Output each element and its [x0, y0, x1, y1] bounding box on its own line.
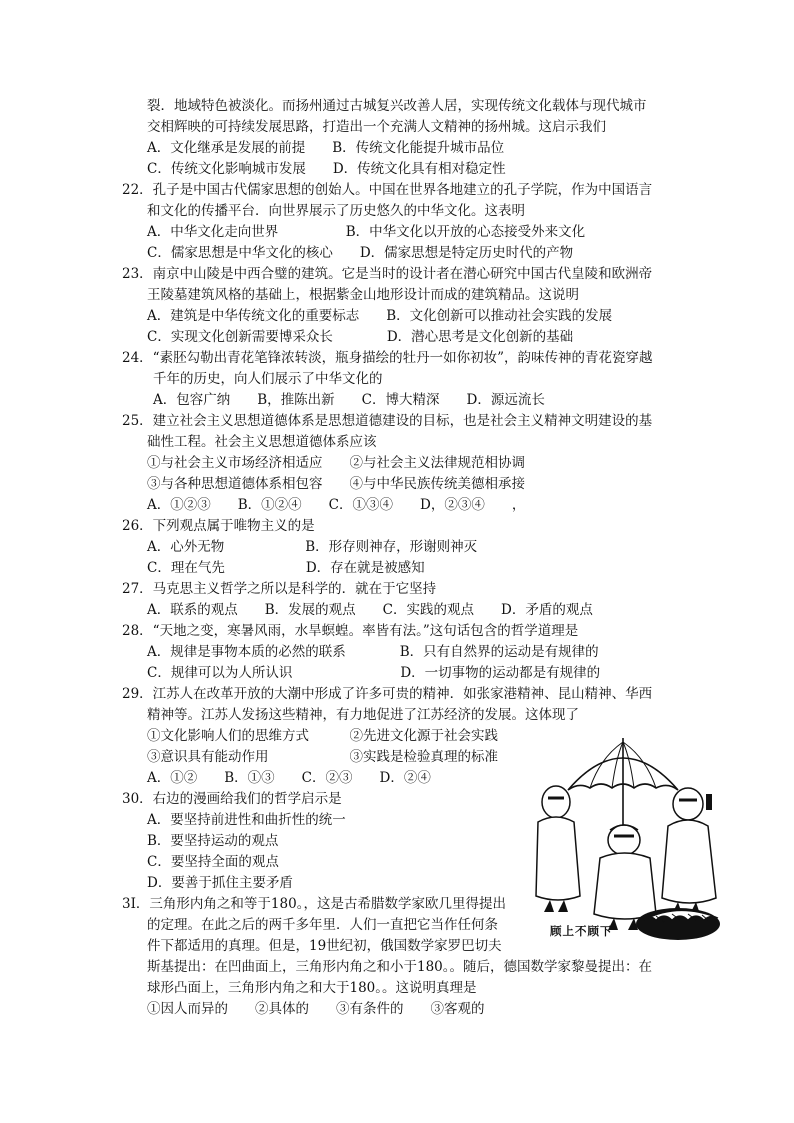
option-line: A．建筑是中华传统文化的重要标志 B．文化创新可以推动社会实践的发展 [147, 308, 613, 324]
option-line: A．①②③ B．①②④ C．①③④ D，②③④ ， [147, 497, 526, 513]
question-24: 24．“素胚勾勒出青花笔锋浓转淡，瓶身描绘的牡丹一如你初妆”，韵味传神的青花瓷穿越 [122, 350, 653, 366]
text-line: 王陵墓建筑风格的基础上，根据紫金山地形设计而成的建筑精品。这说明 [147, 287, 579, 303]
option-line: A．心外无物 B．形存则神存，形谢则神灭 [147, 539, 478, 555]
option-line: A．文化继承是发展的前提 B．传统文化能提升城市品位 [147, 140, 505, 156]
text-line: 千年的历史，向人们展示了中华文化的 [153, 371, 383, 387]
cartoon-illustration [528, 728, 760, 944]
question-30: 30．右边的漫画给我们的哲学启示是 [122, 791, 342, 807]
text-line: 裂．地域特色被淡化。而扬州通过古城复兴改善人居，实现传统文化载体与现代城市 [147, 98, 647, 114]
text-line: 精神等。江苏人发扬这些精神，有力地促进了江苏经济的发展。这体现了 [147, 707, 579, 723]
question-28: 28．“天地之变，寒暑风雨，水旱螟蝗。率皆有法。”这句话包含的哲学道理是 [122, 623, 579, 639]
option-line: A．①② B．①③ C．②③ D．②④ [147, 770, 431, 786]
option-line: A．包容广纳 B，推陈出新 C．博大精深 D．源远流长 [153, 392, 545, 408]
option-line: C．实现文化创新需要博采众长 D．潜心思考是文化创新的基础 [147, 329, 574, 345]
option-line: C．理在气先 D．存在就是被感知 [147, 560, 425, 576]
option-line: A．规律是事物本质的必然的联系 B．只有自然界的运动是有规律的 [147, 644, 599, 660]
text-line: 球形凸面上，三角形内角之和大于180。。这说明真理是 [147, 980, 477, 996]
question-29: 29．江苏人在改革开放的大潮中形成了许多可贵的精神．如张家港精神、昆山精神、华西 [122, 686, 653, 702]
question-26: 26．下列观点属于唯物主义的是 [122, 518, 315, 534]
option-line: C．要坚持全面的观点 [147, 854, 279, 870]
text-line: 础性工程。社会主义思想道德体系应该 [147, 434, 377, 450]
option-line: C．规律可以为人所认识 D．一切事物的运动都是有规律的 [147, 665, 601, 681]
statement-line: ③与各种思想道德体系相包容 ④与中华民族传统美德相承接 [147, 476, 525, 492]
statement-line: ①与社会主义市场经济相适应 ②与社会主义法律规范相协调 [147, 455, 525, 471]
question-23: 23．南京中山陵是中西合璧的建筑。它是当时的设计者在潜心研究中国古代皇陵和欧洲帝 [122, 266, 653, 282]
question-31: 3I．三角形内角之和等于180。，这是古希腊数学家欧几里得提出 [122, 896, 506, 912]
option-line: A．要坚持前进性和曲折性的统一 [147, 812, 346, 828]
text-line: 交相辉映的可持续发展思路，打造出一个充满人文精神的扬州城。这启示我们 [147, 119, 606, 135]
question-25: 25．建立社会主义思想道德体系是思想道德建设的目标，也是社会主义精神文明建设的基 [122, 413, 653, 429]
cartoon-caption: 顾上不顾下 [550, 924, 613, 938]
text-line: 和文化的传播平台．向世界展示了历史悠久的中华文化。这表明 [147, 203, 525, 219]
question-27: 27．马克思主义哲学之所以是科学的．就在于它坚持 [122, 581, 437, 597]
option-line: D．要善于抓住主要矛盾 [147, 875, 293, 891]
statement-line: ①因人而异的 ②具体的 ③有条件的 ③客观的 [147, 1001, 485, 1017]
question-22: 22．孔子是中国古代儒家思想的创始人。中国在世界各地建立的孔子学院，作为中国语言 [122, 182, 653, 198]
text-line: 斯基提出：在凹曲面上，三角形内角之和小于180。。随后，德国数学家黎曼提出：在 [147, 959, 653, 975]
text-line: 的定理。在此之后的两千多年里．人们一直把它当作任何条 [147, 917, 498, 933]
text-line: 件下都适用的真理。但是，19世纪初，俄国数学家罗巴切夫 [147, 938, 502, 954]
option-line: B．要坚持运动的观点 [147, 833, 279, 849]
option-line: C．传统文化影响城市发展 D．传统文化具有相对稳定性 [147, 161, 506, 177]
statement-line: ①文化影响人们的思维方式 ②先进文化源于社会实践 [147, 728, 498, 744]
statement-line: ③意识具有能动作用 ③实践是检验真理的标准 [147, 749, 498, 765]
option-line: A．中华文化走向世界 B．中华文化以开放的心态接受外来文化 [147, 224, 586, 240]
option-line: A．联系的观点 B．发展的观点 C．实践的观点 D．矛盾的观点 [147, 602, 593, 618]
option-line: C．儒家思想是中华文化的核心 D．儒家思想是特定历史时代的产物 [147, 245, 574, 261]
